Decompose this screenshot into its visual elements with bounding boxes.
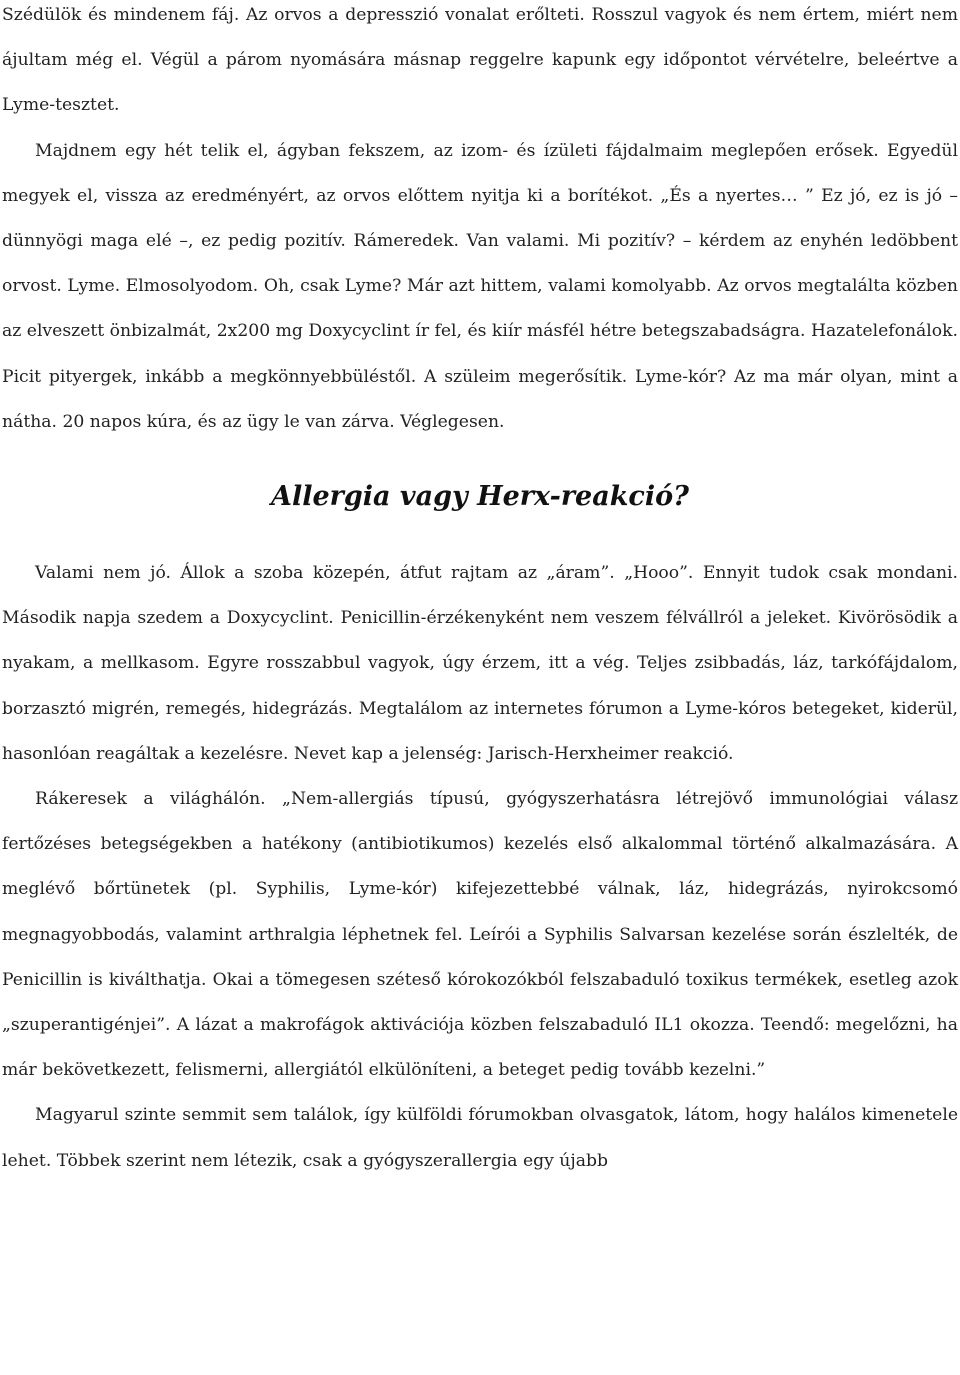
paragraph: Szédülök és mindenem fáj. Az orvos a depresszió vonalat erőlteti. Rosszul vagyok és nem értem, miért nem ájultam még el. Végül a párom nyomására másnap reggelre kapunk egy időpontot vérvételre, beleértve a Lyme-tesztet. [2, 5, 958, 116]
section-heading: Allergia vagy Herx-reakció? [271, 481, 689, 513]
paragraph: Rákeresek a világhálón. „Nem-allergiás típusú, gyógyszerhatásra létrejövő immunológiai válasz fertőzéses betegségekben a hatékony (antibiotikumos) kezelés első alkalommal történő alkalmazására. A meglévő bőrtünetek (pl. Syphilis, Lyme-kór) kifejezettebbé válnak, láz, hidegrázás, nyirokcsomó megnagyobbodás, valamint arthralgia léphetnek fel. Leírói a Syphilis Salvarsan kezelése során észlelték, de Penicillin is kiválthatja. Okai a tömegesen széteső kórokozókból felszabaduló toxikus termékek, esetleg azok „szuperantigénjei”. A lázat a makrofágok aktivációja közben felszabaduló IL1 okozza. Teendő: megelőzni, ha már bekövetkezett, felismerni, allergiától elkülöníteni, a beteget pedig tovább kezelni.” [2, 789, 958, 1081]
paragraph: Valami nem jó. Állok a szoba közepén, átfut rajtam az „áram”. „Hooo”. Ennyit tudok csak mondani. Második napja szedem a Doxycyclint. Penicillin-érzékenyként nem veszem félvállról a jeleket. Kivörösödik a nyakam, a mellkasom. Egyre rosszabbul vagyok, úgy érzem, itt a vég. Teljes zsibbadás, láz, tarkófájdalom, borzasztó migrén, remegés, hidegrázás. Megtalálom az internetes fórumon a Lyme-kóros betegeket, kiderül, hasonlóan reagáltak a kezelésre. Nevet kap a jelenség: Jarisch-Herxheimer reakció. [2, 563, 958, 764]
paragraph: Magyarul szinte semmit sem találok, így külföldi fórumokban olvasgatok, látom, hogy halálos kimenetele lehet. Többek szerint nem létezik, csak a gyógyszerallergia egy újabb [2, 1105, 958, 1171]
paragraph: Majdnem egy hét telik el, ágyban fekszem, az izom- és ízületi fájdalmaim meglepően erősek. Egyedül megyek el, vissza az eredményért, az orvos előttem nyitja ki a borítékot. „És a nyertes… ” Ez jó, ez is jó – dünnyögi maga elé –, ez pedig pozitív. Rámeredek. Van valami. Mi pozitív? – kérdem az enyhén ledöbbent orvost. Lyme. Elmosolyodom. Oh, csak Lyme? Már azt hittem, valami komolyabb. Az orvos megtalálta közben az elveszett önbizalmát, 2x200 mg Doxycyclint ír fel, és kiír másfél hétre betegszabadságra. Hazatelefonálok. Picit pityergek, inkább a megkönnyebbüléstől. A szüleim megerősítik. Lyme-kór? Az ma már olyan, mint a nátha. 20 napos kúra, és az ügy le van zárva. Véglegesen. [2, 140, 958, 432]
